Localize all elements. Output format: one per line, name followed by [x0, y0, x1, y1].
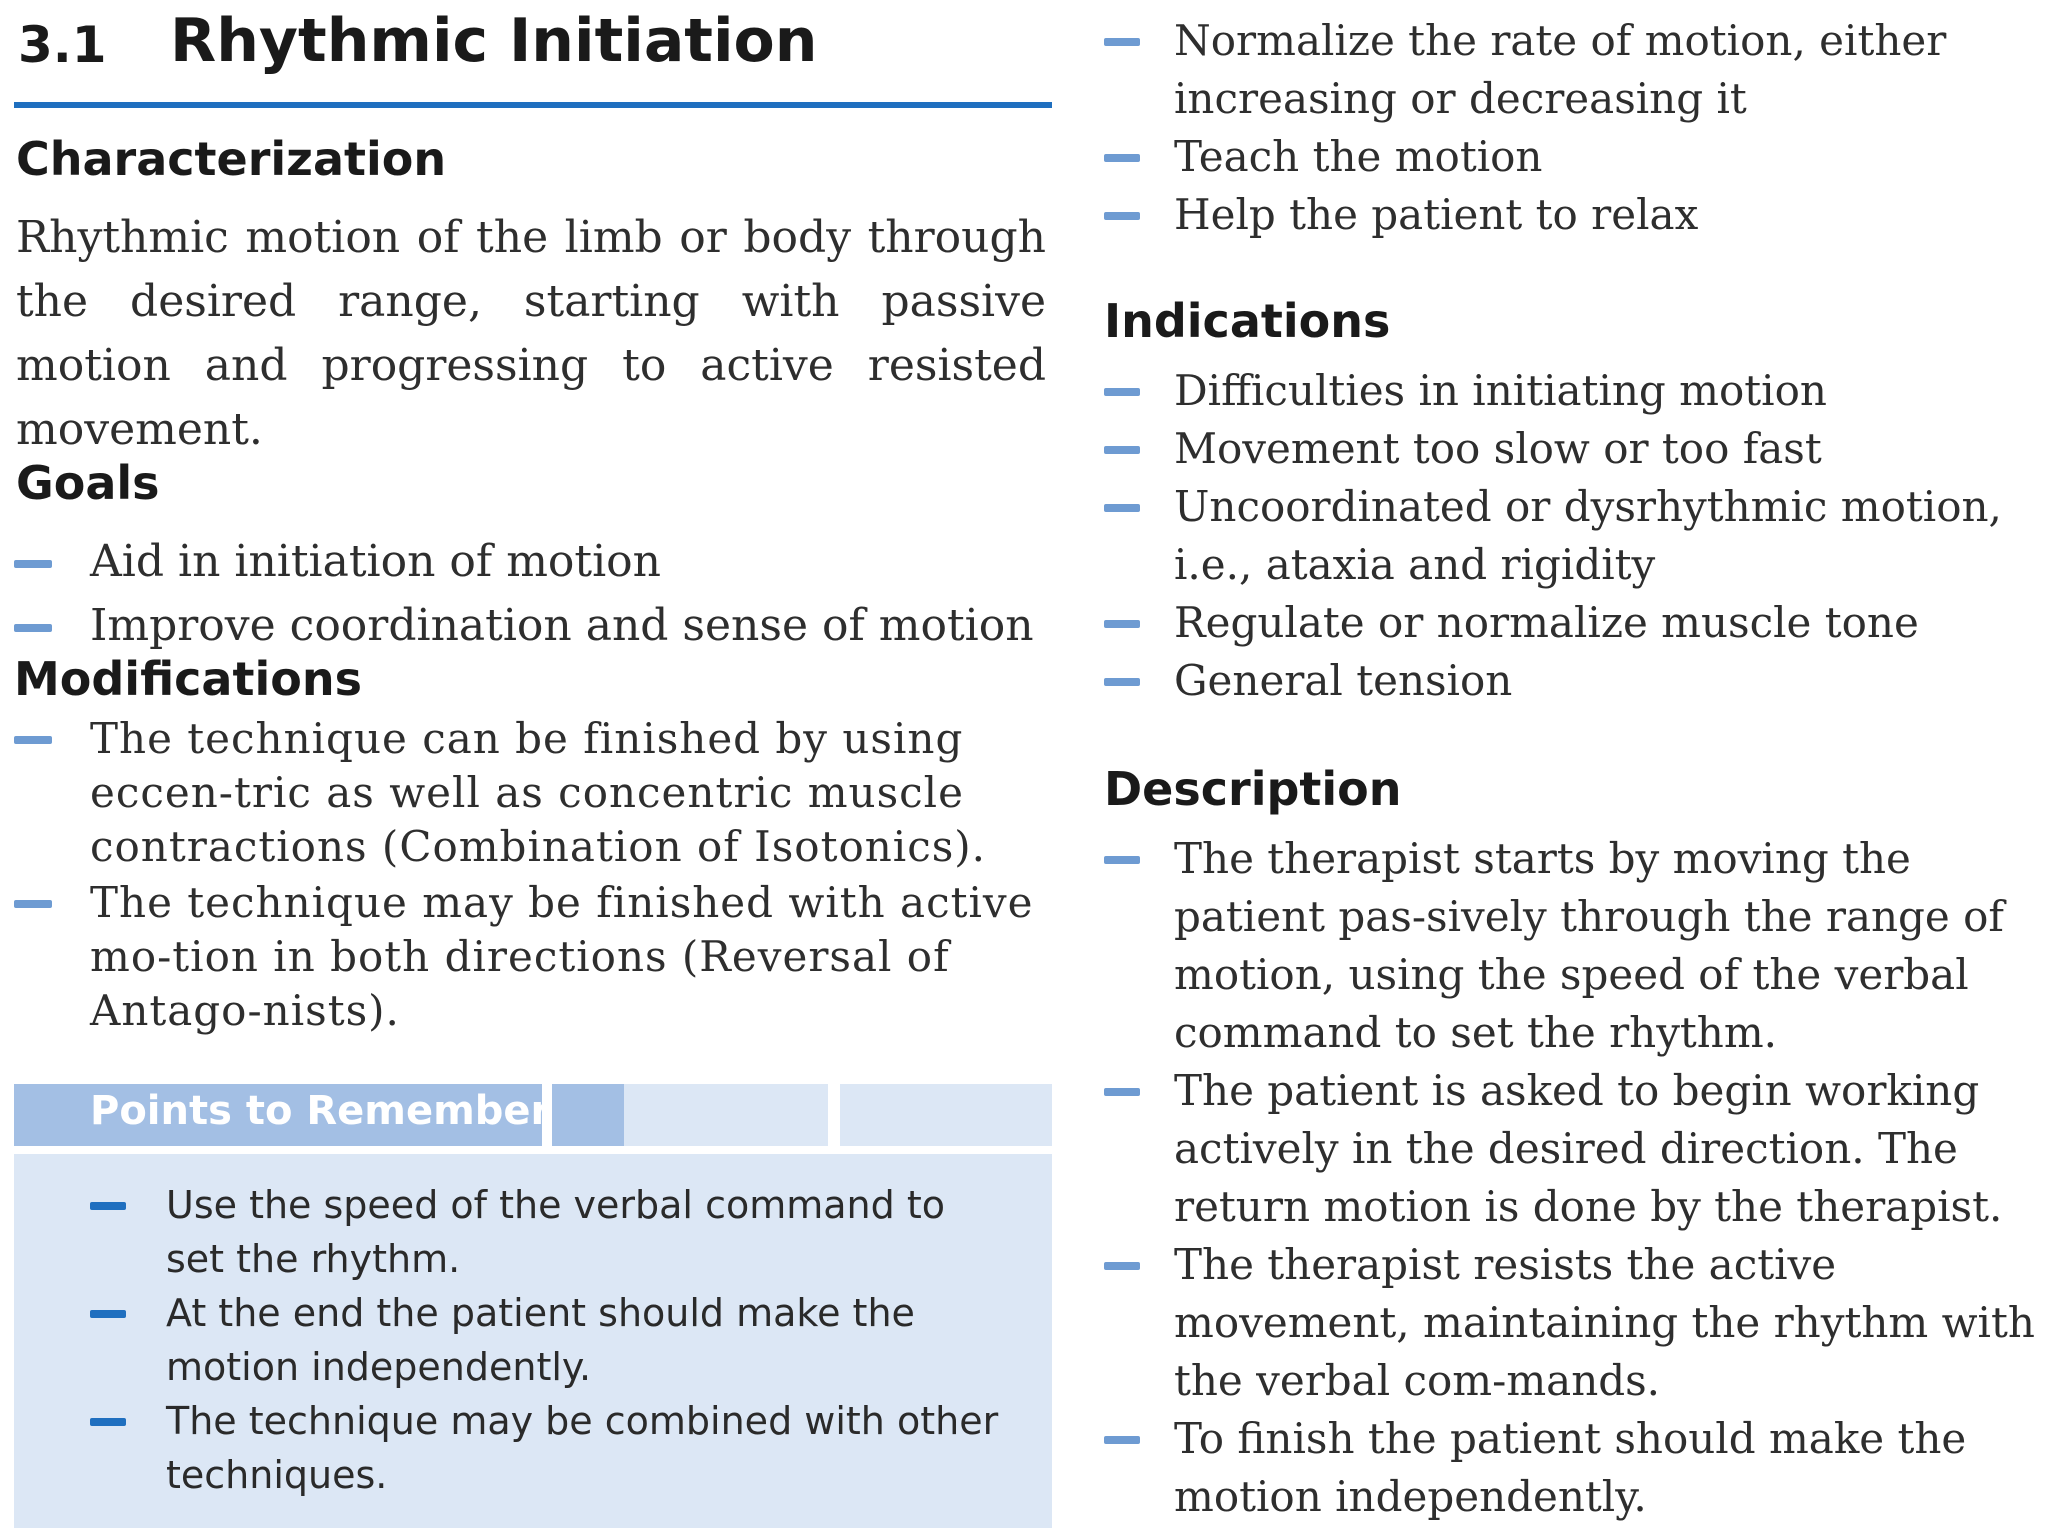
goal-text: Teach the motion: [1174, 132, 1543, 181]
list-item: [1104, 652, 2044, 710]
points-to-remember-list: [90, 1178, 1010, 1502]
dash-bullet-icon: [14, 736, 52, 744]
list-item: [1104, 186, 2044, 244]
list-item: [1104, 12, 2044, 128]
description-list: [1104, 830, 2044, 1526]
dash-bullet-icon: [1104, 856, 1140, 864]
list-item: [1104, 1062, 2044, 1236]
dash-bullet-icon: [1104, 154, 1140, 162]
points-to-remember-title: Points to Remember: [90, 1088, 551, 1134]
dash-bullet-icon: [1104, 212, 1140, 220]
dash-bullet-icon: [14, 624, 52, 632]
dash-bullet-icon: [90, 1310, 126, 1318]
characterization-text: Rhythmic motion of the limb or body through the desired range, starting with passive motion and progressing to active resisted movement.: [16, 212, 1046, 455]
dash-bullet-icon: [1104, 38, 1140, 46]
list-item: [1104, 594, 2044, 652]
dash-bullet-icon: [14, 900, 52, 908]
list-item: [14, 876, 1052, 1038]
list-item: [1104, 128, 2044, 186]
modification-text: The technique may be finished with active mo-tion in both directions (Reversal of Antago-nists).: [90, 878, 1034, 1035]
indication-text: Regulate or normalize muscle tone: [1174, 598, 1919, 647]
dash-bullet-icon: [90, 1418, 126, 1426]
dash-bullet-icon: [1104, 504, 1140, 512]
list-item: [90, 1394, 1010, 1502]
goal-text: Help the patient to relax: [1174, 190, 1699, 239]
point-text: Use the speed of the verbal command to set the rhythm.: [166, 1183, 945, 1281]
description-text: The therapist resists the active movement, maintaining the rhythm with the verbal com-mands.: [1174, 1240, 2035, 1405]
points-to-remember-box: [14, 1154, 1052, 1528]
points-to-remember-header: [14, 1084, 551, 1146]
list-item: [14, 712, 1052, 876]
section-number: 3.1: [18, 16, 107, 74]
description-heading: Description: [1104, 762, 1402, 816]
dash-bullet-icon: [1104, 446, 1140, 454]
dash-bullet-icon: [1104, 388, 1140, 396]
section-title: Rhythmic Initiation: [170, 6, 818, 76]
list-item: [1104, 362, 2044, 420]
dash-bullet-icon: [90, 1202, 126, 1210]
list-item: [1104, 1410, 2044, 1526]
modifications-heading: Modifications: [14, 652, 362, 706]
list-item: [1104, 420, 2044, 478]
list-item: [90, 1178, 1010, 1286]
indication-text: General tension: [1174, 656, 1513, 705]
modification-text: The technique can be finished by using eccen-tric as well as concentric muscle contractions (Combination of Isotonics).: [90, 714, 987, 871]
dash-bullet-icon: [1104, 1436, 1140, 1444]
goal-text: Normalize the rate of motion, either increasing or decreasing it: [1174, 16, 1947, 123]
dash-bullet-icon: [14, 560, 52, 568]
dash-bullet-icon: [1104, 620, 1140, 628]
point-text: The technique may be combined with other techniques.: [166, 1399, 999, 1497]
goals-continued-list: [1104, 12, 2044, 244]
goal-text: Aid in initiation of motion: [90, 536, 661, 587]
list-item: [90, 1286, 1010, 1394]
section-header: [14, 6, 1052, 108]
dash-bullet-icon: [1104, 1262, 1140, 1270]
list-item: [1104, 1236, 2044, 1410]
list-item: [1104, 478, 2044, 594]
goals-heading: Goals: [16, 456, 160, 510]
header-decoration-tab: [624, 1084, 828, 1146]
description-text: To finish the patient should make the motion independently.: [1174, 1414, 1967, 1521]
list-item: [14, 594, 1052, 658]
dash-bullet-icon: [1104, 678, 1140, 686]
header-decoration-tab: [552, 1084, 624, 1146]
list-item: [14, 530, 1052, 594]
description-text: The patient is asked to begin working actively in the desired direction. The return motion is done by the therapist.: [1174, 1066, 2003, 1231]
header-decoration-tab: [840, 1084, 1052, 1146]
list-item: [1104, 830, 2044, 1062]
dash-bullet-icon: [1104, 1088, 1140, 1096]
characterization-heading: Characterization: [16, 132, 447, 186]
point-text: At the end the patient should make the motion independently.: [166, 1291, 915, 1389]
indications-list: [1104, 362, 2044, 710]
description-text: The therapist starts by moving the patient pas-sively through the range of motion, using the speed of the verbal command to set the rhythm.: [1174, 834, 2004, 1057]
goals-list: [14, 530, 1052, 658]
indication-text: Uncoordinated or dysrhythmic motion, i.e., ataxia and rigidity: [1174, 482, 2002, 589]
indications-heading: Indications: [1104, 294, 1391, 348]
goal-text: Improve coordination and sense of motion: [90, 600, 1034, 651]
indication-text: Difficulties in initiating motion: [1174, 366, 1827, 415]
modifications-list: [14, 712, 1052, 1038]
indication-text: Movement too slow or too fast: [1174, 424, 1822, 473]
